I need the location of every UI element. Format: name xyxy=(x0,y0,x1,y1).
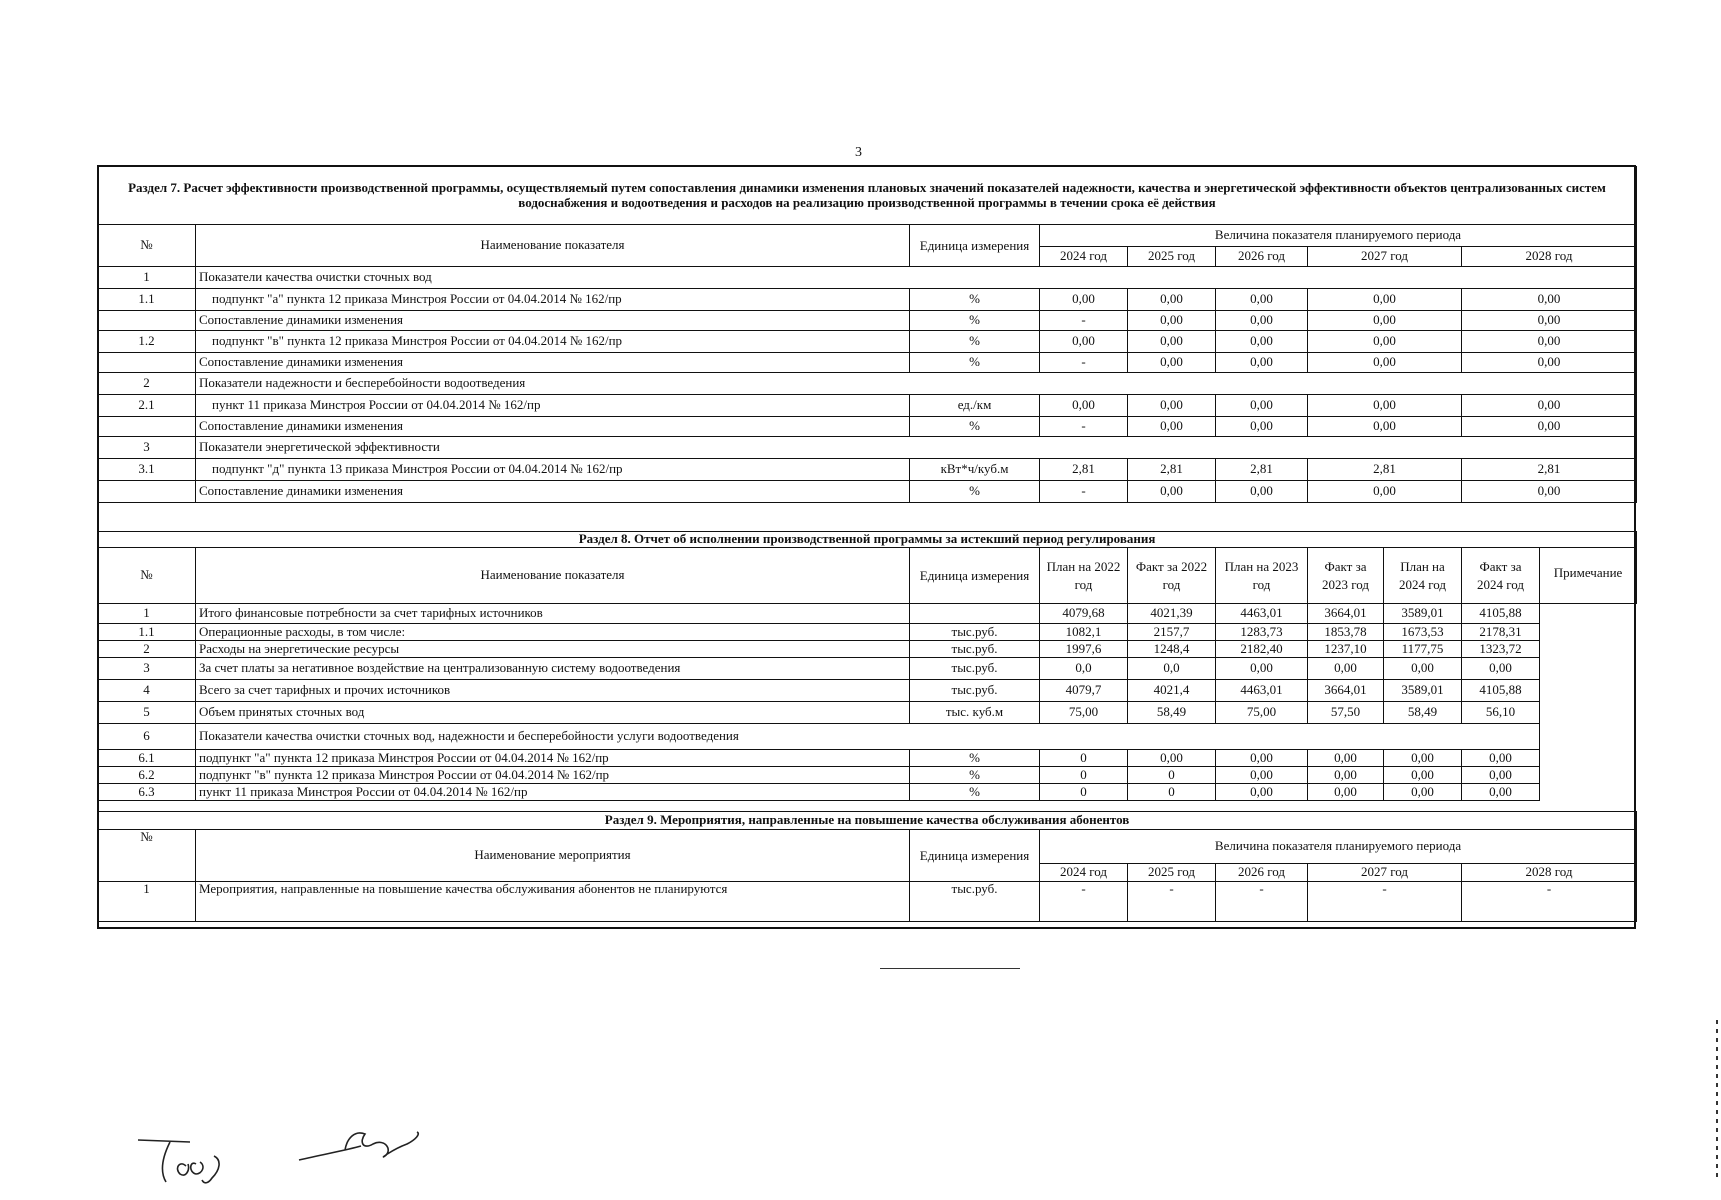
page-number: 3 xyxy=(855,145,862,160)
row-name: подпункт "а" пункта 12 приказа Минстроя России от 04.04.2014 № 162/пр xyxy=(196,289,910,311)
group-heading: Показатели надежности и бесперебойности водоотведения xyxy=(196,373,1637,395)
row-unit: % xyxy=(910,750,1040,767)
value-cell: 1997,6 xyxy=(1040,641,1128,658)
row-number: 6 xyxy=(98,724,196,750)
section7-table xyxy=(97,166,1637,503)
row-unit: % xyxy=(910,481,1040,503)
row-number: 2 xyxy=(98,373,196,395)
table-row xyxy=(98,604,1637,624)
value-cell: 4021,4 xyxy=(1128,680,1216,702)
row-unit: % xyxy=(910,417,1040,437)
value-cell: 0,00 xyxy=(1216,417,1308,437)
table-row xyxy=(98,311,1637,331)
value-cell: 0,00 xyxy=(1308,750,1384,767)
value-cell: 0,00 xyxy=(1216,658,1308,680)
value-cell: 0 xyxy=(1040,750,1128,767)
table-row xyxy=(98,417,1637,437)
col-header: Факт за 2022 год xyxy=(1128,548,1216,604)
value-cell: 0,00 xyxy=(1384,767,1462,784)
value-cell: 0,00 xyxy=(1462,767,1540,784)
value-cell: 0,00 xyxy=(1216,311,1308,331)
value-cell: 0,00 xyxy=(1308,331,1462,353)
table-row xyxy=(98,882,1637,922)
value-cell: 0,00 xyxy=(1308,658,1384,680)
value-cell: 0,00 xyxy=(1216,767,1308,784)
section8-table xyxy=(97,531,1637,801)
row-name: подпункт "в" пункта 12 приказа Минстроя России от 04.04.2014 № 162/пр xyxy=(196,767,910,784)
value-cell: 0,00 xyxy=(1462,658,1540,680)
value-cell: 0,00 xyxy=(1308,767,1384,784)
row-unit: тыс.руб. xyxy=(910,882,1040,922)
year-header: 2025 год xyxy=(1128,247,1216,267)
value-cell: 56,10 xyxy=(1462,702,1540,724)
row-name: Итого финансовые потребности за счет тарифных источников xyxy=(196,604,910,624)
year-header: 2026 год xyxy=(1216,864,1308,882)
col-note-header: Примечание xyxy=(1540,548,1637,604)
value-cell: 0,0 xyxy=(1040,658,1128,680)
row-unit: % xyxy=(910,353,1040,373)
row-number: 5 xyxy=(98,702,196,724)
row-unit: тыс. куб.м xyxy=(910,702,1040,724)
value-cell: 1237,10 xyxy=(1308,641,1384,658)
col-unit-header: Единица измерения xyxy=(910,830,1040,882)
year-header: 2024 год xyxy=(1040,247,1128,267)
value-cell: 4079,68 xyxy=(1040,604,1128,624)
row-name: Объем принятых сточных вод xyxy=(196,702,910,724)
value-cell: 1853,78 xyxy=(1308,624,1384,641)
value-cell: 2,81 xyxy=(1308,459,1462,481)
value-cell: 0,00 xyxy=(1040,289,1128,311)
value-cell: 0 xyxy=(1040,767,1128,784)
value-cell: 0,00 xyxy=(1128,395,1216,417)
signature-mark-right xyxy=(295,1120,435,1170)
row-name: За счет платы за негативное воздействие на централизованную систему водоотведения xyxy=(196,658,910,680)
table-row xyxy=(98,641,1637,658)
col-header: План на 2023 год xyxy=(1216,548,1308,604)
row-name: Сопоставление динамики изменения xyxy=(196,311,910,331)
value-cell: 2178,31 xyxy=(1462,624,1540,641)
value-cell: 0,00 xyxy=(1128,417,1216,437)
value-cell: 0,00 xyxy=(1308,311,1462,331)
row-unit: % xyxy=(910,289,1040,311)
value-cell: 1177,75 xyxy=(1384,641,1462,658)
row-name: Мероприятия, направленные на повышение качества обслуживания абонентов не планируются xyxy=(196,882,910,922)
value-cell: 0,0 xyxy=(1128,658,1216,680)
row-name: Всего за счет тарифных и прочих источников xyxy=(196,680,910,702)
col-period-header: Величина показателя планируемого периода xyxy=(1040,830,1637,864)
section9-title: Раздел 9. Мероприятия, направленные на повышение качества обслуживания абонентов xyxy=(98,812,1637,830)
row-unit: кВт*ч/куб.м xyxy=(910,459,1040,481)
value-cell: 0,00 xyxy=(1384,750,1462,767)
value-cell: 3589,01 xyxy=(1384,680,1462,702)
row-number: 6.1 xyxy=(98,750,196,767)
scan-edge-marks xyxy=(1716,1020,1718,1180)
row-number xyxy=(98,481,196,503)
table-row xyxy=(98,373,1637,395)
value-cell: 4105,88 xyxy=(1462,680,1540,702)
value-cell: 3664,01 xyxy=(1308,604,1384,624)
row-number xyxy=(98,311,196,331)
value-cell: - xyxy=(1462,882,1637,922)
value-cell: 0,00 xyxy=(1462,417,1637,437)
value-cell: 0 xyxy=(1040,784,1128,801)
value-cell: 1082,1 xyxy=(1040,624,1128,641)
col-num-header: № xyxy=(98,225,196,267)
row-number: 1.2 xyxy=(98,331,196,353)
col-header: Факт за 2023 год xyxy=(1308,548,1384,604)
year-header: 2027 год xyxy=(1308,864,1462,882)
row-number: 6.2 xyxy=(98,767,196,784)
row-name: подпункт "а" пункта 12 приказа Минстроя России от 04.04.2014 № 162/пр xyxy=(196,750,910,767)
value-cell: 2157,7 xyxy=(1128,624,1216,641)
value-cell: 4463,01 xyxy=(1216,680,1308,702)
value-cell: 0,00 xyxy=(1462,481,1637,503)
col-unit-header: Единица измерения xyxy=(910,548,1040,604)
value-cell: 0,00 xyxy=(1462,353,1637,373)
row-unit: % xyxy=(910,784,1040,801)
row-name: подпункт "в" пункта 12 приказа Минстроя России от 04.04.2014 № 162/пр xyxy=(196,331,910,353)
col-header: План на 2024 год xyxy=(1384,548,1462,604)
value-cell: 1248,4 xyxy=(1128,641,1216,658)
row-name: Сопоставление динамики изменения xyxy=(196,481,910,503)
value-cell: 4105,88 xyxy=(1462,604,1540,624)
value-cell: 0,00 xyxy=(1216,331,1308,353)
value-cell: 0,00 xyxy=(1128,481,1216,503)
table-row xyxy=(98,331,1637,353)
row-unit: ед./км xyxy=(910,395,1040,417)
row-unit: % xyxy=(910,311,1040,331)
value-cell: 0,00 xyxy=(1308,417,1462,437)
value-cell: 3664,01 xyxy=(1308,680,1384,702)
value-cell: 1673,53 xyxy=(1384,624,1462,641)
year-header: 2024 год xyxy=(1040,864,1128,882)
value-cell: 0,00 xyxy=(1462,331,1637,353)
year-header: 2028 год xyxy=(1462,864,1637,882)
value-cell: 75,00 xyxy=(1216,702,1308,724)
section9-table xyxy=(97,811,1637,922)
row-number: 4 xyxy=(98,680,196,702)
row-number: 3.1 xyxy=(98,459,196,481)
row-number: 2 xyxy=(98,641,196,658)
value-cell: - xyxy=(1040,481,1128,503)
value-cell: 58,49 xyxy=(1384,702,1462,724)
row-name: Операционные расходы, в том числе: xyxy=(196,624,910,641)
row-number: 1 xyxy=(98,882,196,922)
row-name: подпункт "д" пункта 13 приказа Минстроя России от 04.04.2014 № 162/пр xyxy=(196,459,910,481)
row-unit: тыс.руб. xyxy=(910,624,1040,641)
col-num-header: № xyxy=(98,548,196,604)
value-cell: 0,00 xyxy=(1216,784,1308,801)
section9-body xyxy=(98,882,1637,922)
value-cell: - xyxy=(1040,417,1128,437)
row-name: Расходы на энергетические ресурсы xyxy=(196,641,910,658)
table-row xyxy=(98,395,1637,417)
value-cell: 0 xyxy=(1128,784,1216,801)
row-number: 3 xyxy=(98,437,196,459)
table-row xyxy=(98,437,1637,459)
value-cell: - xyxy=(1040,882,1128,922)
value-cell: 0 xyxy=(1128,767,1216,784)
value-cell: 2,81 xyxy=(1216,459,1308,481)
value-cell: 75,00 xyxy=(1040,702,1128,724)
value-cell: 2,81 xyxy=(1462,459,1637,481)
section8-body xyxy=(98,604,1637,801)
value-cell: 0,00 xyxy=(1308,784,1384,801)
value-cell: 0,00 xyxy=(1462,311,1637,331)
end-rule xyxy=(880,968,1020,969)
value-cell: 0,00 xyxy=(1128,289,1216,311)
value-cell: - xyxy=(1040,311,1128,331)
row-number: 2.1 xyxy=(98,395,196,417)
table-row xyxy=(98,267,1637,289)
value-cell: 0,00 xyxy=(1216,353,1308,373)
row-number xyxy=(98,353,196,373)
section7-title: Раздел 7. Расчет эффективности производственной программы, осуществляемый путем сопоставления динамики изменения плановых значений показателей надежности, качества и энергетической эффективности объектов централизованных систем водоснабжения и водоотведения и расходов на реализацию производственной программы в течении срока её действия xyxy=(98,167,1637,225)
value-cell: 0,00 xyxy=(1216,750,1308,767)
row-number: 1.1 xyxy=(98,624,196,641)
col-name-header: Наименование показателя xyxy=(196,548,910,604)
value-cell: 0,00 xyxy=(1128,750,1216,767)
row-unit: тыс.руб. xyxy=(910,680,1040,702)
table-row xyxy=(98,624,1637,641)
row-number: 1.1 xyxy=(98,289,196,311)
col-num-header: № xyxy=(98,830,196,882)
value-cell: 4021,39 xyxy=(1128,604,1216,624)
table-row xyxy=(98,724,1637,750)
year-header: 2028 год xyxy=(1462,247,1637,267)
year-header: 2026 год xyxy=(1216,247,1308,267)
value-cell: - xyxy=(1308,882,1462,922)
section8-title: Раздел 8. Отчет об исполнении производственной программы за истекший период регулирования xyxy=(98,532,1637,548)
value-cell: 57,50 xyxy=(1308,702,1384,724)
value-cell: 0,00 xyxy=(1216,289,1308,311)
row-number: 3 xyxy=(98,658,196,680)
row-unit: тыс.руб. xyxy=(910,641,1040,658)
value-cell: - xyxy=(1128,882,1216,922)
year-header: 2027 год xyxy=(1308,247,1462,267)
value-cell: 0,00 xyxy=(1308,353,1462,373)
value-cell: 0,00 xyxy=(1462,750,1540,767)
table-row xyxy=(98,481,1637,503)
row-number: 6.3 xyxy=(98,784,196,801)
row-unit: % xyxy=(910,331,1040,353)
col-name-header: Наименование мероприятия xyxy=(196,830,910,882)
value-cell: 0,00 xyxy=(1462,784,1540,801)
row-name: Сопоставление динамики изменения xyxy=(196,353,910,373)
value-cell: 0,00 xyxy=(1308,481,1462,503)
value-cell: 0,00 xyxy=(1128,353,1216,373)
table-row xyxy=(98,680,1637,702)
col-period-header: Величина показателя планируемого периода xyxy=(1040,225,1637,247)
value-cell: 0,00 xyxy=(1462,289,1637,311)
section7-body xyxy=(98,267,1637,503)
signature-mark-left xyxy=(130,1120,245,1190)
value-cell: 0,00 xyxy=(1308,395,1462,417)
value-cell: 0,00 xyxy=(1128,311,1216,331)
group-heading: Показатели качества очистки сточных вод, надежности и бесперебойности услуги водоотведения xyxy=(196,724,1540,750)
value-cell: 1283,73 xyxy=(1216,624,1308,641)
col-header: План на 2022 год xyxy=(1040,548,1128,604)
value-cell: 0,00 xyxy=(1462,395,1637,417)
table-row xyxy=(98,767,1637,784)
table-row xyxy=(98,784,1637,801)
group-heading: Показатели энергетической эффективности xyxy=(196,437,1637,459)
col-name-header: Наименование показателя xyxy=(196,225,910,267)
value-cell: 0,00 xyxy=(1216,395,1308,417)
value-cell: 3589,01 xyxy=(1384,604,1462,624)
row-name: Сопоставление динамики изменения xyxy=(196,417,910,437)
table-row xyxy=(98,289,1637,311)
row-number xyxy=(98,417,196,437)
col-header: Факт за 2024 год xyxy=(1462,548,1540,604)
row-number: 1 xyxy=(98,604,196,624)
row-name: пункт 11 приказа Минстроя России от 04.04.2014 № 162/пр xyxy=(196,395,910,417)
row-unit: тыс.руб. xyxy=(910,658,1040,680)
table-row xyxy=(98,750,1637,767)
row-name: пункт 11 приказа Минстроя России от 04.04.2014 № 162/пр xyxy=(196,784,910,801)
value-cell: 0,00 xyxy=(1308,289,1462,311)
value-cell: 2182,40 xyxy=(1216,641,1308,658)
value-cell: 0,00 xyxy=(1384,784,1462,801)
table-row xyxy=(98,459,1637,481)
value-cell: 2,81 xyxy=(1040,459,1128,481)
value-cell: 2,81 xyxy=(1128,459,1216,481)
group-heading: Показатели качества очистки сточных вод xyxy=(196,267,1637,289)
row-unit xyxy=(910,604,1040,624)
col-unit-header: Единица измерения xyxy=(910,225,1040,267)
value-cell: 0,00 xyxy=(1216,481,1308,503)
table-row xyxy=(98,702,1637,724)
value-cell: - xyxy=(1216,882,1308,922)
value-cell: 4463,01 xyxy=(1216,604,1308,624)
value-cell: 0,00 xyxy=(1128,331,1216,353)
table-row xyxy=(98,353,1637,373)
table-row xyxy=(98,658,1637,680)
row-unit: % xyxy=(910,767,1040,784)
value-cell: - xyxy=(1040,353,1128,373)
value-cell: 0,00 xyxy=(1384,658,1462,680)
year-header: 2025 год xyxy=(1128,864,1216,882)
value-cell: 58,49 xyxy=(1128,702,1216,724)
value-cell: 0,00 xyxy=(1040,331,1128,353)
value-cell: 4079,7 xyxy=(1040,680,1128,702)
value-cell: 0,00 xyxy=(1040,395,1128,417)
row-number: 1 xyxy=(98,267,196,289)
value-cell: 1323,72 xyxy=(1462,641,1540,658)
